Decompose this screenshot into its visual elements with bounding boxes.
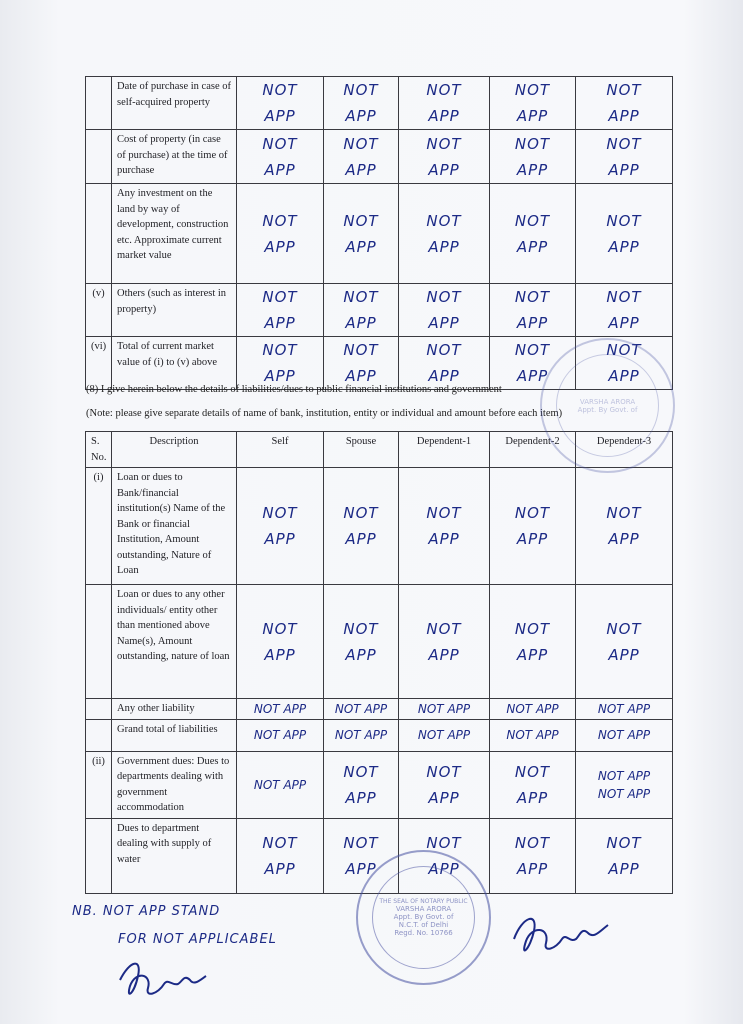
handwritten-text: NOT APP bbox=[506, 701, 559, 716]
handwritten-entry bbox=[324, 585, 399, 699]
handwritten-entry bbox=[399, 699, 490, 720]
handwritten-entry bbox=[399, 130, 490, 184]
handwritten-text: NOT bbox=[514, 762, 551, 781]
stamp-line-3: N.C.T. of Delhi bbox=[398, 921, 449, 929]
handwritten-entry bbox=[576, 284, 673, 337]
handwritten-entry bbox=[399, 751, 490, 818]
handwritten-entry bbox=[490, 130, 576, 184]
handwritten-text: APP bbox=[608, 367, 640, 385]
handwritten-entry bbox=[576, 184, 673, 284]
table-row bbox=[86, 77, 673, 130]
handwritten-text: NOT APP bbox=[597, 701, 651, 716]
column-header: Spouse bbox=[324, 432, 399, 468]
handwritten-text: NOT APP bbox=[253, 701, 307, 716]
handwritten-text: NOT APP bbox=[597, 728, 651, 742]
handwritten-text: APP bbox=[264, 530, 296, 548]
handwritten-text: NOT bbox=[343, 762, 379, 781]
handwritten-entry bbox=[490, 699, 576, 720]
handwritten-entry bbox=[237, 77, 324, 130]
handwritten-text: NOT bbox=[262, 833, 298, 852]
handwritten-text: APP bbox=[608, 107, 640, 125]
handwritten-text: NOT bbox=[514, 833, 551, 852]
handwritten-text: APP bbox=[608, 530, 640, 548]
handwritten-text: NOT APP bbox=[253, 777, 307, 792]
handwritten-text: APP bbox=[428, 160, 460, 179]
handwritten-text: NOT bbox=[343, 211, 379, 230]
table-row bbox=[86, 284, 673, 337]
table-row bbox=[86, 699, 673, 720]
handwritten-text: APP bbox=[345, 530, 377, 548]
handwritten-entry bbox=[399, 585, 490, 699]
handwritten-text: NOT bbox=[426, 341, 462, 359]
handwritten-entry bbox=[324, 468, 399, 585]
column-header: Description bbox=[112, 432, 237, 468]
handwritten-entry bbox=[237, 130, 324, 184]
row-number bbox=[86, 699, 112, 720]
stamp-line-2: Appt. By Govt. of bbox=[393, 913, 454, 921]
section-8-text: (8) I give herein below the details of liabilities/dues to public financial institutions and government bbox=[86, 384, 502, 395]
handwritten-text: APP bbox=[345, 107, 377, 125]
handwritten-text: APP bbox=[428, 530, 460, 548]
handwritten-text: NOT bbox=[343, 288, 379, 306]
handwritten-text: NOT bbox=[343, 833, 379, 852]
notary-stamp-bottom bbox=[356, 850, 491, 985]
handwritten-entry bbox=[576, 751, 673, 818]
row-number: (i) bbox=[86, 468, 112, 585]
handwritten-text: APP bbox=[516, 645, 549, 664]
handwritten-text: NOT bbox=[262, 341, 298, 359]
handwritten-entry bbox=[399, 284, 490, 337]
handwritten-text: APP bbox=[428, 237, 460, 256]
handwritten-text: APP bbox=[608, 237, 640, 256]
handwritten-text: NOT bbox=[606, 81, 642, 99]
handwritten-text: APP bbox=[264, 367, 296, 385]
handwritten-entry bbox=[324, 130, 399, 184]
row-description: Any investment on the land by way of development, construction etc. Approximate current market value bbox=[112, 184, 237, 284]
row-number bbox=[86, 818, 112, 893]
handwritten-text: APP bbox=[428, 107, 460, 125]
handwritten-entry bbox=[237, 818, 324, 893]
handwritten-entry bbox=[237, 184, 324, 284]
handwritten-text: NOT bbox=[426, 833, 462, 852]
row-number bbox=[86, 184, 112, 284]
stamp-ring-text: THE SEAL OF NOTARY PUBLIC bbox=[379, 898, 468, 905]
row-description: Government dues: Dues to departments dealing with government accommodation bbox=[112, 751, 237, 818]
handwritten-text: NOT bbox=[426, 81, 462, 99]
handwritten-text: NOT APP bbox=[334, 728, 388, 742]
handwritten-entry bbox=[399, 77, 490, 130]
handwritten-entry bbox=[237, 585, 324, 699]
handwritten-entry bbox=[237, 337, 324, 390]
row-description: Any other liability bbox=[112, 699, 237, 720]
row-number bbox=[86, 130, 112, 184]
handwritten-entry bbox=[324, 77, 399, 130]
stamp-name: VARSHA ARORA bbox=[395, 905, 452, 913]
row-description: Loan or dues to any other individuals/ entity other than mentioned above Name(s), Amount outstanding, nature of loan bbox=[112, 585, 237, 699]
row-description: Date of purchase in case of self-acquired property bbox=[112, 77, 237, 130]
handwritten-entry bbox=[490, 184, 576, 284]
handwritten-entry bbox=[237, 751, 324, 818]
signature-right bbox=[508, 905, 618, 965]
table-row bbox=[86, 468, 673, 585]
row-number bbox=[86, 585, 112, 699]
row-number: (ii) bbox=[86, 751, 112, 818]
handwritten-text: NOT bbox=[514, 504, 551, 522]
handwritten-text: NOT bbox=[606, 211, 642, 230]
handwritten-text: APP bbox=[345, 645, 377, 664]
column-header: Dependent-2 bbox=[490, 432, 576, 468]
stamp-reg: Regd. No. 10766 bbox=[394, 929, 453, 937]
row-description: Total of current market value of (i) to (v) above bbox=[112, 337, 237, 390]
handwritten-text: APP bbox=[264, 859, 296, 878]
row-number: (vi) bbox=[86, 337, 112, 390]
handwritten-text: APP bbox=[264, 314, 296, 332]
handwritten-text: NOT bbox=[343, 619, 379, 638]
handwritten-text: APP bbox=[516, 160, 549, 179]
handwritten-text: NOT bbox=[426, 762, 462, 781]
handwritten-text: NOT bbox=[343, 504, 379, 522]
handwritten-entry bbox=[576, 77, 673, 130]
handwritten-text: APP bbox=[428, 788, 460, 807]
handwritten-text: APP bbox=[345, 788, 377, 807]
row-number: (v) bbox=[86, 284, 112, 337]
handwritten-text: NOT APP bbox=[417, 701, 471, 716]
handwritten-entry bbox=[576, 818, 673, 893]
handwritten-text: NOT APP bbox=[253, 728, 307, 742]
handwritten-text: NOT bbox=[343, 341, 379, 359]
handwritten-text: APP bbox=[345, 367, 377, 385]
handwritten-entry bbox=[324, 751, 399, 818]
table-row bbox=[86, 130, 673, 184]
handwritten-text: NOT bbox=[262, 619, 298, 638]
column-header: Self bbox=[237, 432, 324, 468]
handwritten-entry bbox=[576, 585, 673, 699]
signature-left bbox=[112, 950, 222, 1010]
handwritten-entry bbox=[399, 468, 490, 585]
handwritten-text: NOT bbox=[426, 619, 462, 638]
column-header: S. No. bbox=[86, 432, 112, 468]
handwritten-text: NOT APP bbox=[334, 701, 388, 716]
handwritten-entry bbox=[490, 818, 576, 893]
handwritten-entry bbox=[237, 699, 324, 720]
row-description: Others (such as interest in property) bbox=[112, 284, 237, 337]
handwritten-text: NOT bbox=[606, 341, 642, 359]
handwritten-text: NOT bbox=[426, 211, 462, 230]
handwritten-entry bbox=[324, 284, 399, 337]
handwritten-text: NOT bbox=[514, 341, 551, 359]
handwritten-entry bbox=[576, 130, 673, 184]
handwritten-entry bbox=[490, 585, 576, 699]
handwritten-entry bbox=[237, 284, 324, 337]
row-description: Cost of property (in case of purchase) at the time of purchase bbox=[112, 130, 237, 184]
handwritten-text: APP bbox=[345, 314, 377, 332]
table-row bbox=[86, 719, 673, 751]
handwritten-text: APP bbox=[608, 160, 640, 179]
handwritten-text: NOT bbox=[514, 81, 551, 99]
notary-stamp-top: VARSHA ARORA Appt. By Govt. of bbox=[540, 338, 675, 473]
handwritten-text: APP bbox=[516, 530, 549, 548]
handwritten-text: APP bbox=[608, 314, 640, 332]
table-row bbox=[86, 585, 673, 699]
handwritten-entry bbox=[324, 184, 399, 284]
handwritten-entry bbox=[324, 699, 399, 720]
handwritten-text: APP bbox=[516, 237, 549, 256]
handwritten-text: APP bbox=[264, 160, 296, 179]
handwritten-text: APP bbox=[516, 107, 549, 125]
handwritten-text: NOT bbox=[606, 134, 642, 153]
handwritten-text: NOT APP bbox=[417, 728, 471, 742]
handwritten-entry bbox=[490, 77, 576, 130]
handwritten-entry bbox=[399, 184, 490, 284]
handwritten-text: APP bbox=[608, 859, 640, 878]
handwritten-text: NOT bbox=[606, 288, 642, 306]
handwritten-text: APP bbox=[516, 859, 549, 878]
handwritten-entry bbox=[237, 468, 324, 585]
column-header: Dependent-1 bbox=[399, 432, 490, 468]
handwritten-text: NOT bbox=[343, 134, 379, 153]
handwritten-entry bbox=[399, 337, 490, 390]
column-header: Dependent-3 bbox=[576, 432, 673, 468]
handwritten-entry bbox=[490, 468, 576, 585]
liabilities-table bbox=[85, 431, 673, 894]
row-description: Dues to department dealing with supply of water bbox=[112, 818, 237, 893]
handwritten-entry bbox=[490, 284, 576, 337]
handwritten-text: APP bbox=[345, 160, 377, 179]
handwritten-text: NOT bbox=[514, 134, 551, 153]
handwritten-text: NOT bbox=[514, 619, 551, 638]
handwritten-text: APP bbox=[608, 645, 640, 664]
handwritten-note-line-2: FOR NOT APPLICABEL bbox=[118, 932, 277, 947]
handwritten-text: APP bbox=[428, 859, 460, 878]
handwritten-entry bbox=[324, 337, 399, 390]
handwritten-entry bbox=[324, 719, 399, 751]
handwritten-text: APP bbox=[345, 237, 377, 256]
handwritten-text: APP bbox=[516, 367, 549, 385]
handwritten-text: APP bbox=[428, 645, 460, 664]
handwritten-text: APP bbox=[264, 107, 296, 125]
handwritten-entry bbox=[576, 699, 673, 720]
handwritten-text: NOT bbox=[426, 504, 462, 522]
handwritten-text: APP bbox=[264, 237, 296, 256]
handwritten-text: APP bbox=[345, 859, 377, 878]
handwritten-text: NOT bbox=[426, 134, 462, 153]
section-8-note: (Note: please give separate details of name of bank, institution, entity or individual and amount before each item) bbox=[86, 408, 563, 419]
handwritten-text: NOT bbox=[262, 288, 298, 306]
table-row bbox=[86, 184, 673, 284]
row-description: Loan or dues to Bank/financial institution(s) Name of the Bank or financial Institution, Amount outstanding, Nature of Loan bbox=[112, 468, 237, 585]
handwritten-text: APP bbox=[428, 314, 460, 332]
handwritten-text: NOT bbox=[262, 134, 298, 153]
handwritten-entry bbox=[237, 719, 324, 751]
handwritten-text: APP bbox=[428, 367, 460, 385]
handwritten-text: NOT bbox=[514, 288, 551, 306]
row-number bbox=[86, 77, 112, 130]
handwritten-entry bbox=[576, 468, 673, 585]
table-row bbox=[86, 751, 673, 818]
handwritten-text: NOT bbox=[343, 81, 379, 99]
handwritten-note-line-1: NB. NOT APP STAND bbox=[72, 904, 221, 919]
handwritten-text: NOT bbox=[262, 211, 298, 230]
handwritten-text: NOT bbox=[606, 833, 642, 852]
handwritten-text: NOT bbox=[514, 211, 551, 230]
handwritten-text: NOT APP bbox=[597, 768, 651, 783]
handwritten-text: NOT bbox=[262, 504, 298, 522]
handwritten-entry bbox=[490, 719, 576, 751]
handwritten-text: APP bbox=[516, 788, 549, 807]
row-description: Grand total of liabilities bbox=[112, 719, 237, 751]
handwritten-entry bbox=[490, 751, 576, 818]
handwritten-text: NOT bbox=[262, 81, 298, 99]
handwritten-text: NOT bbox=[606, 619, 642, 638]
handwritten-entry bbox=[399, 719, 490, 751]
handwritten-text: NOT bbox=[606, 504, 642, 522]
handwritten-text: APP bbox=[516, 314, 549, 332]
liabilities-table-body bbox=[86, 432, 673, 894]
handwritten-entry bbox=[576, 719, 673, 751]
row-number bbox=[86, 719, 112, 751]
handwritten-text: NOT APP bbox=[506, 728, 559, 742]
handwritten-text: NOT bbox=[426, 288, 462, 306]
handwritten-text: APP bbox=[264, 645, 296, 664]
handwritten-text: NOT APP bbox=[597, 786, 651, 801]
